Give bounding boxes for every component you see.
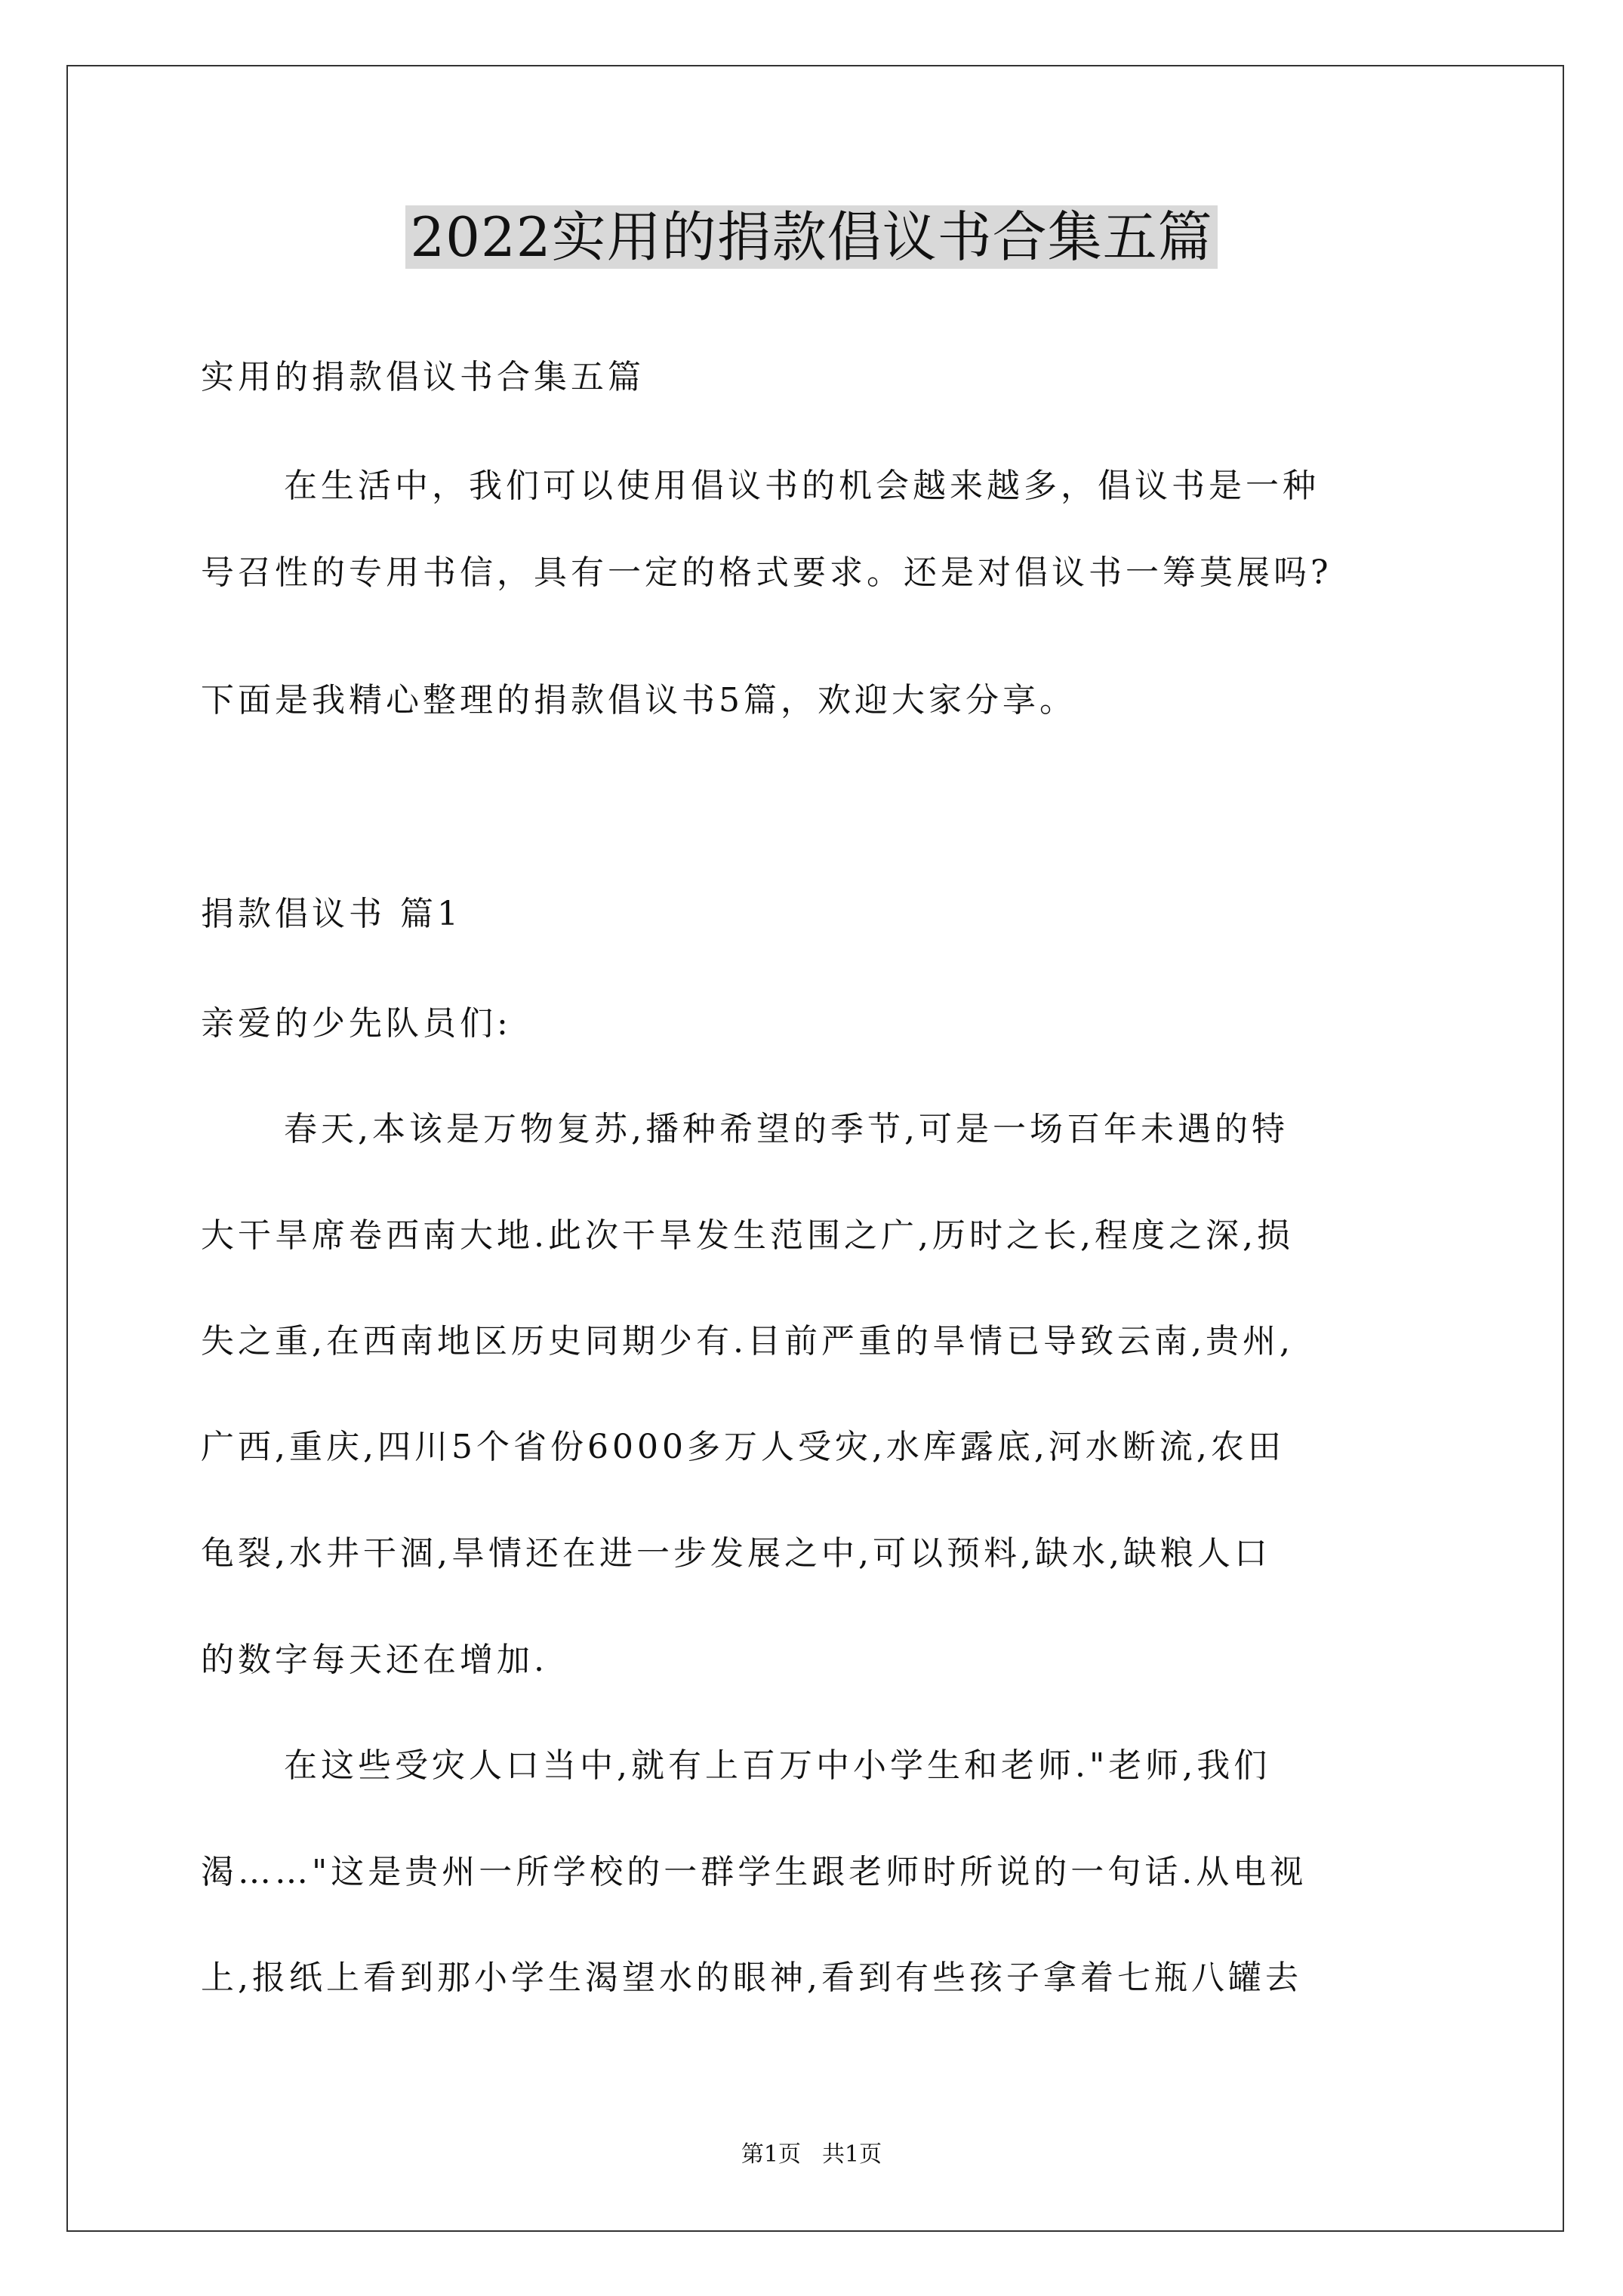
subtitle: 实用的捐款倡议书合集五篇	[201, 358, 645, 396]
paragraph1-line-3: 失之重,在西南地区历史同期少有.目前严重的旱情已导致云南,贵州,	[201, 1322, 1294, 1361]
salutation: 亲爱的少先队员们:	[201, 1004, 512, 1043]
paragraph1-line-5: 龟裂,水井干涸,旱情还在进一步发展之中,可以预料,缺水,缺粮人口	[201, 1534, 1271, 1573]
document-title	[0, 199, 1623, 275]
document-title-text: 2022实用的捐款倡议书合集五篇	[405, 205, 1217, 269]
intro-line-3: 下面是我精心整理的捐款倡议书5篇，欢迎大家分享。	[201, 681, 1076, 720]
page-footer	[0, 2140, 1623, 2170]
paragraph2-line-3: 上,报纸上看到那小学生渴望水的眼神,看到有些孩子拿着七瓶八罐去	[201, 1959, 1302, 1997]
paragraph1-line-6: 的数字每天还在增加.	[201, 1641, 548, 1679]
paragraph1-line-4: 广西,重庆,四川5个省份6000多万人受灾,水库露底,河水断流,农田	[201, 1428, 1285, 1466]
paragraph2-line-1: 在这些受灾人口当中,就有上百万中小学生和老师."老师,我们	[284, 1746, 1271, 1785]
section-heading: 捐款倡议书 篇1	[201, 895, 462, 933]
intro-line-2: 号召性的专用书信，具有一定的格式要求。还是对倡议书一筹莫展吗?	[201, 553, 1332, 592]
page-number: 第1页	[741, 2141, 801, 2168]
intro-line-1: 在生活中，我们可以使用倡议书的机会越来越多，倡议书是一种	[284, 467, 1320, 505]
paragraph2-line-2: 渴……"这是贵州一所学校的一群学生跟老师时所说的一句话.从电视	[201, 1853, 1307, 1891]
paragraph1-line-2: 大干旱席卷西南大地.此次干旱发生范围之广,历时之长,程度之深,损	[201, 1216, 1294, 1255]
paragraph1-line-1: 春天,本该是万物复苏,播种希望的季节,可是一场百年未遇的特	[284, 1110, 1289, 1148]
page-total: 共1页	[822, 2141, 882, 2168]
